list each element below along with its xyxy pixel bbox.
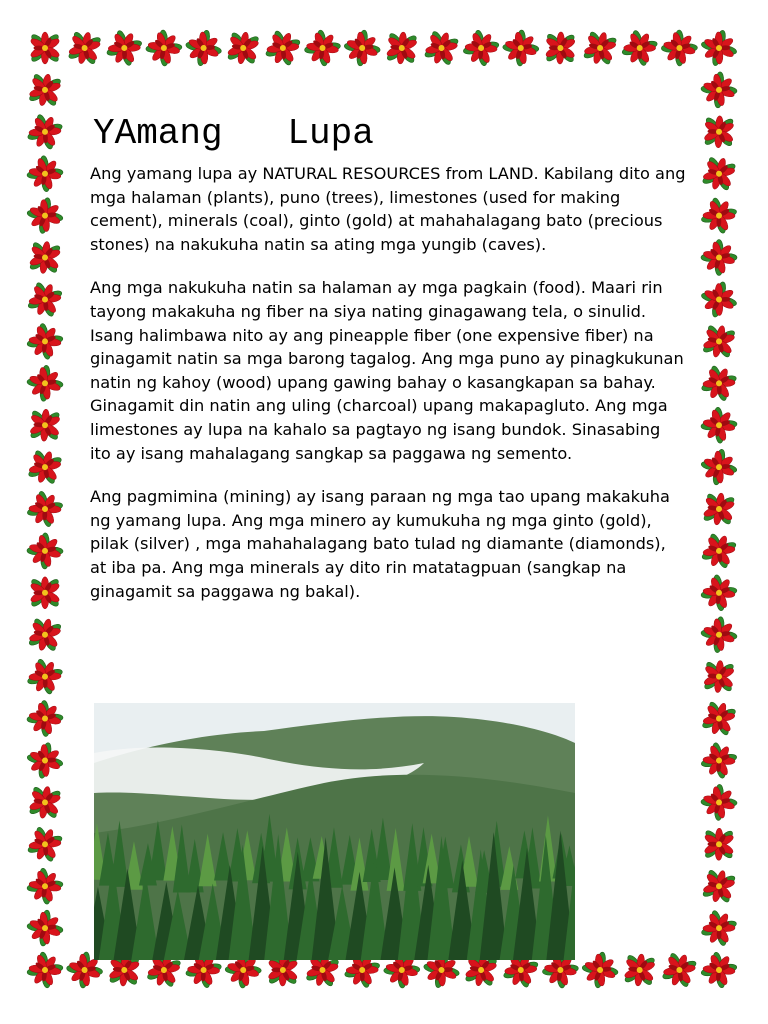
poinsettia-icon — [659, 949, 700, 990]
poinsettia-icon — [340, 26, 384, 70]
paragraph-1: Ang yamang lupa ay NATURAL RESOURCES from LAND. Kabilang dito ang mga halaman (plants), puno (trees), limestones (used for making cement), minerals (coal), ginto (gold) at mahahalagang bato (precious stones) na nakukuha natin sa ating mga yungib (caves). — [90, 164, 686, 254]
poinsettia-icon — [702, 659, 736, 694]
poinsettia-icon — [700, 322, 738, 360]
poinsettia-icon — [27, 784, 63, 821]
poinsettia-icon — [27, 239, 62, 275]
poinsettia-icon — [698, 530, 739, 572]
poinsettia-icon — [385, 30, 419, 65]
poinsettia-icon — [622, 952, 657, 988]
poinsettia-icon — [657, 26, 702, 71]
poinsettia-icon — [103, 27, 146, 70]
poinsettia-icon — [498, 26, 543, 71]
poinsettia-icon — [24, 823, 66, 865]
poinsettia-icon — [459, 26, 503, 70]
poinsettia-icon — [699, 154, 738, 194]
poinsettia-icon — [262, 27, 304, 69]
poinsettia-icon — [697, 194, 740, 238]
poinsettia-icon — [618, 26, 661, 69]
poinsettia-icon — [23, 529, 68, 574]
poinsettia-icon — [699, 698, 739, 738]
poinsettia-icon — [23, 151, 68, 196]
poinsettia-icon — [23, 361, 68, 406]
poinsettia-icon — [23, 194, 67, 238]
poinsettia-icon — [697, 278, 741, 321]
poinsettia-icon — [23, 864, 67, 908]
poinsettia-icon — [697, 403, 742, 448]
poinsettia-icon — [700, 867, 739, 906]
poinsettia-icon — [581, 28, 620, 67]
poinsettia-icon — [421, 28, 461, 69]
poinsettia-icon — [26, 615, 64, 654]
poinsettia-icon — [697, 612, 742, 656]
poinsettia-icon — [697, 26, 741, 70]
poinsettia-icon — [697, 445, 741, 489]
poinsettia-icon — [29, 577, 60, 609]
poinsettia-icon — [24, 279, 65, 320]
poinsettia-icon — [23, 319, 67, 363]
poinsettia-icon — [578, 948, 622, 992]
poinsettia-icon — [697, 571, 741, 615]
poinsettia-icon — [182, 26, 226, 70]
poinsettia-icon — [26, 71, 63, 109]
poinsettia-icon — [28, 408, 61, 442]
poinsettia-icon — [544, 31, 576, 64]
poinsettia-icon — [23, 487, 67, 531]
paragraph-3: Ang pagmimina (mining) ay isang paraan ng mga tao upang makakuha ng yamang lupa. Ang mga minero ay kumukuha ng mga ginto (gold), pilak (silver) , mga mahahalagang bato tulad ng diamante (diamonds), at iba pa. Ang mga minerals ay dito rin matatagpuan (sangkap na ginagamit sa paggawa ng bakal). — [90, 487, 670, 601]
poinsettia-icon — [66, 29, 104, 68]
poinsettia-icon — [142, 26, 187, 71]
forest-mountain-photo — [94, 703, 575, 960]
poinsettia-icon — [25, 447, 65, 487]
poinsettia-icon — [24, 655, 67, 698]
poinsettia-icon — [697, 68, 742, 113]
poinsettia-icon — [697, 235, 742, 280]
poinsettia-icon — [29, 32, 60, 64]
poinsettia-icon — [225, 30, 261, 67]
document-title: YAmang Lupa — [93, 113, 374, 154]
document-body — [90, 112, 686, 623]
poinsettia-icon — [697, 948, 741, 992]
poinsettia-icon — [23, 739, 67, 783]
poinsettia-icon — [300, 26, 344, 70]
poinsettia-icon — [23, 948, 67, 992]
poinsettia-icon — [24, 111, 66, 153]
poinsettia-icon — [698, 907, 741, 950]
poinsettia-icon — [703, 828, 735, 861]
poinsettia-icon — [698, 362, 740, 405]
poinsettia-icon — [697, 739, 741, 783]
poinsettia-icon — [703, 115, 736, 149]
poinsettia-icon — [697, 780, 742, 825]
poinsettia-icon — [23, 906, 67, 950]
paragraph-2: Ang mga nakukuha natin sa halaman ay mga pagkain (food). Maari rin tayong makakuha ng fiber na siya nating ginagawang tela, o sinulid. Isang halimbawa nito ay ang pineapple fiber (one expensive fiber) na ginagamit natin sa mga barong tagalog. Ang mga puno ay pinagkukunan natin ng kahoy (wood) upang gawing bahay o kasangkapan sa bahay. Ginagamit din natin ang uling (charcoal) upang makapagluto. Ang mga limestones ay lupa na kahalo sa pagtayo ng isang bundok. Sinasabing ito ay isang mahalagang sangkap sa paggawa ng semento. — [90, 278, 684, 463]
poinsettia-icon — [23, 696, 68, 741]
poinsettia-icon — [701, 491, 737, 528]
